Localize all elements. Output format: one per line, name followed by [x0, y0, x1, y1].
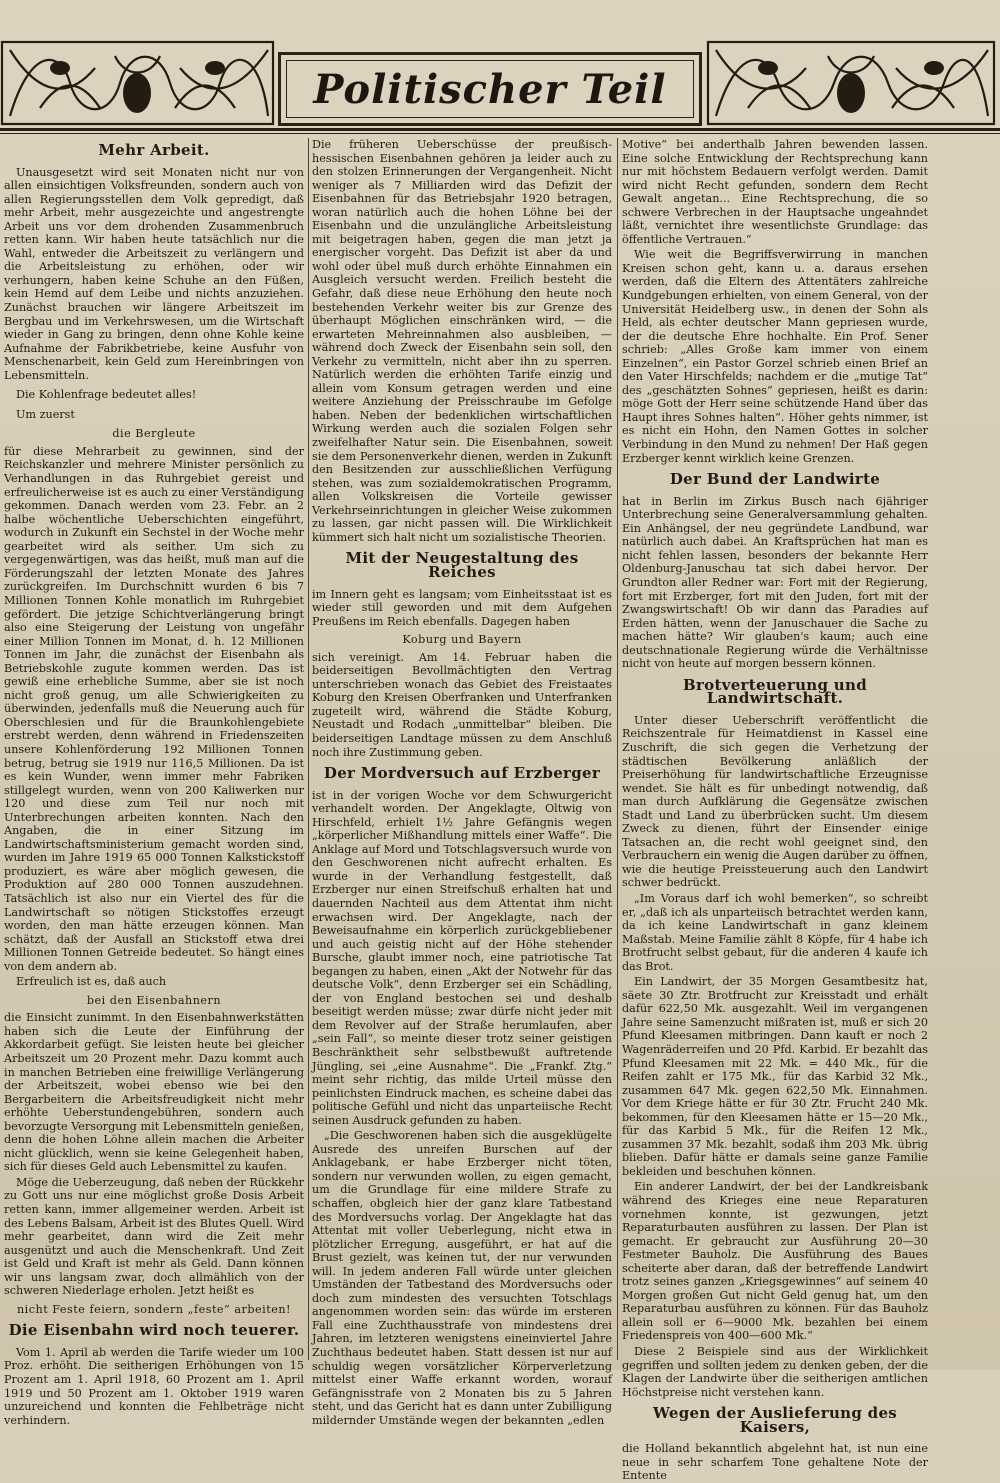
article-paragraph: im Innern geht es langsam; vom Einheitsstaat ist es wieder still geworden und mit dem Aufgehen Preußens im Reich ebenfalls. Dagegen haben — [312, 587, 612, 628]
article-subheading: die Bergleute — [112, 427, 196, 441]
article-paragraph: Wie weit die Begriffsverwirrung in manchen Kreisen schon geht, kann u. a. daraus ersehen werden, daß die Eltern des Attentäters zahlreiche Kundgebungen erhielten, von einem General, von der Universität Heidelberg usw., in denen der Sohn als Held, als echter deutscher Mann gepriesen wurde, der die deutsche Ehre hochhalte. Ein Prof. Sener schrieb: „Alles Große kam immer von einem Einzelnen“, ein Pastor Gorzel schrieb einen Brief an den Vater Hirschfelds; nachdem er die „mutige Tat“ des „geschätzten Sohnes“ gepriesen, heißt es darin: möge Gott der Herr seine schützende Hand über das Haupt ihres Sohnes halten“. Höher gehts nimmer, ist es nicht ein Hohn, den Namen Gottes in solcher Verbindung in den Mund zu nehmen! Der Haß gegen Erzberger kennt wirklich keine Grenzen. — [622, 248, 928, 465]
article-paragraph: hat in Berlin im Zirkus Busch nach 6jähriger Unterbrechung seine Generalversammlung gehalten. Ein Anhängsel, der neu gegründete Landbund, war natürlich auch dabei. An Kraftsprüchen hat man es nicht fehlen lassen, besonders der bekannte Herr Oldenburg-Januschau tat sich dabei hervor. Der Grundton aller Redner war: Fort mit der Regierung, fort mit Erzberger, fort mit den Juden, fort mit der Zwangswirtschaft! Ob wir dann das Paradies auf Erden hätten, wenn der Januschauer die Sache zu machen hätte? Wir glauben's kaum; auch eine deutschnationale Regierung würde die Verhältnisse nicht von heute auf morgen bessern können. — [622, 494, 928, 671]
article-paragraph: Die früheren Ueberschüsse der preußisch-hessischen Eisenbahnen gehören ja leider auch zu den stolzen Erinnerungen der Vergangenheit. Nicht weniger als 7 Milliarden wird das Defizit der Eisenbahnen für das Betriebsjahr 1920 betragen, woran natürlich auch die hohen Löhne bei der Eisenbahn und die unzulängliche Arbeitsleistung mit beigetragen haben, gegen die man jetzt ja energischer vorgeht. Das Defizit ist aber da und wohl oder übel muß durch erhöhte Einnahmen ein Ausgleich versucht werden. Freilich besteht die Gefahr, daß diese neue Erhöhung den heute noch bestehenden Verkehr weiter bis zur Grenze des überhaupt Möglichen einschränken wird, — die erwarteten Mehreinnahmen also ausbleiben, — während doch Zweck der Eisenbahn sein soll, den Verkehr zu vermitteln, nicht aber ihn zu sperren. Natürlich werden die erhöhten Tarife einzig und allein vom Konsum getragen werden und eine weitere Anziehung der Preisschraube im Gefolge haben. Neben der bedenklichen wirtschaftlichen Wirkung werden auch die sozialen Folgen sehr zweifelhafter Natur sein. Die Eisenbahnen, soweit sie dem Personenverkehr dienen, werden in Zukunft den Besitzenden zur ausschließlichen Verfügung stehen, was zum sozialdemokratischen Programm, allen Volkskreisen die Vorteile gewisser Verkehrseinrichtungen in gleicher Weise zukommen zu lassen, gar nicht passen will. Die Wirklichkeit kümmert sich halt nicht um sozialistische Theorien. — [312, 138, 612, 544]
article-paragraph: ist in der vorigen Woche vor dem Schwurgericht verhandelt worden. Der Angeklagte, Oltwig von Hirschfeld, erhielt 1½ Jahre Gefängnis wegen „körperlicher Mißhandlung mittels einer Waffe“. Die Anklage auf Mord und Totschlagsversuch wurde von den Geschworenen nicht aufrecht erhalten. Es wurde in der Verhandlung festgestellt, daß Erzberger nur einen Streifschuß erhalten hat und dauernden Nachteil aus dem Attentat ihm nicht erwachsen wird. Der Angeklagte, nach der Beweisaufnahme ein körperlich zurückgebliebener und auch geistig nicht auf der Höhe stehender Bursche, glaubt immer noch, eine patriotische Tat begangen zu haben, einen „Akt der Notwehr für das deutsche Volk“, denn Erzberger sei ein Schädling, der von England bestochen sei und deshalb beseitigt werden müsse; zwar dürfe nicht jeder mit dem Revolver auf der Straße herumlaufen, aber „sein Fall“, so meinte dieser trotz seiner geistigen Beschränktheit sehr selbstbewußt auftretende Jüngling, sei „eine Ausnahme“. Die „Frankf. Ztg.“ meint sehr richtig, das milde Urteil müsse den peinlichsten Eindruck machen, es scheine dabei das politische Gefühl und nicht das unparteiische Recht seinen Ausdruck gefunden zu haben. — [312, 788, 612, 1127]
article-paragraph: Unausgesetzt wird seit Monaten nicht nur von allen einsichtigen Volksfreunden, sondern auch von allen Regierungsstellen dem Volk gepredigt, daß mehr Arbeit, mehr ausgezeichte und angestrengte Arbeit uns vor dem drohenden Zusammenbruch retten kann. Wir haben heute tatsächlich nur die Wahl, entweder die Arbeitszeit zu verlängern und die Arbeitsleistung zu erhöhen, oder wir verhungern, haben keine Schuhe an den Füßen, kein Hemd auf dem Leibe und nichts anzuziehen. Zunächst brauchen wir längere Arbeitszeit im Bergbau und im Verkehrswesen, um die Wirtschaft wieder in Gang zu bringen, denn ohne Kohle keine Aufnahme der Fabrikbetriebe, keine Ausfuhr von Menschenarbeit, kein Geld zum Hereinbringen von Lebensmitteln. — [4, 165, 304, 382]
art-nouveau-ornament-right — [706, 38, 996, 128]
column-2 — [312, 138, 612, 1427]
article-emphasis: nicht Feste feiern, sondern „feste“ arbeiten! — [16, 1302, 292, 1316]
article-paragraph: „Die Geschworenen haben sich die ausgeklügelte Ausrede des unreifen Burschen auf der Anklagebank, er habe Erzberger nicht töten, sondern nur verwunden wollen, zu eigen gemacht, um die Grundlage für eine mildere Strafe zu schaffen, obgleich hier der ganz klare Tatbestand des Mordversuchs vorlag. Der Angeklagte hat das Attentat mit voller Ueberlegung, nicht etwa in plötzlicher Erregung, ausgeführt, er hat auf die Brust gezielt, was keinen tut, der nur verwunden will. In jedem anderen Fall würde unter gleichen Umständen der Tatbestand des Mordversuchs oder doch zum mindesten des versuchten Totschlags angenommen worden sein: das würde im ersteren Fall eine Zuchthausstrafe von mindestens drei Jahren, im letzteren wenigstens eineinviertel Jahre Zuchthaus bedeutet haben. Statt dessen ist nur auf schuldig wegen vorsätzlicher Körperverletzung mittelst einer Waffe erkannt worden, worauf Gefängnisstrafe von 2 Monaten bis zu 5 Jahren steht, und das Gericht hat es dann unter Zubilligung mildernder Umstände wegen der bekannten „edlen — [312, 1129, 612, 1427]
article-subheading: bei den Eisenbahnern — [86, 993, 222, 1007]
article-paragraph: sich vereinigt. Am 14. Februar haben die beiderseitigen Bevollmächtigten den Vertrag unterschrieben wonach das Gebiet des Freistaates Koburg den Kreisen Oberfranken und Unterfranken zugeteilt wird, während die Städte Koburg, Neustadt und Rodach „unmittelbar“ bleiben. Die beiderseitigen Landtage müssen zu dem Anschluß noch ihre Zustimmung geben. — [312, 650, 612, 759]
article-paragraph: Vom 1. April ab werden die Tarife wieder um 100 Proz. erhöht. Die seitherigen Erhöhungen von 15 Prozent am 1. April 1918, 60 Prozent am 1. April 1919 und 50 Prozent am 1. Oktober 1919 waren unzureichend und konnten die Fehlbeträge nicht verhindern. — [4, 1345, 304, 1427]
column-rule — [617, 138, 618, 1360]
article-heading: Die Eisenbahn wird noch teuerer. — [8, 1321, 300, 1340]
section-masthead — [0, 0, 1000, 150]
article-paragraph: Diese 2 Beispiele sind aus der Wirklichkeit gegriffen und sollten jedem zu denken geben, der die Klagen der Landwirte über die seitherigen amtlichen Höchstpreise nicht verstehen kann. — [622, 1345, 928, 1399]
section-title: Politischer Teil — [313, 65, 667, 113]
article-paragraph: Unter dieser Ueberschrift veröffentlicht die Reichszentrale für Heimatdienst in Kassel eine Zuschrift, die sich gegen die Verhetzung der städtischen Bevölkerung anläßlich der Preiserhöhung für landwirtschaftliche Erzeugnisse wendet. Sie hält es für unbedingt notwendig, daß man durch Aufklärung die Gegensätze zwischen Stadt und Land zu überbrücken sucht. Um diesem Zweck zu dienen, führt der Einsender einige Tatsachen an, die recht wohl geeignet sind, den Verbrauchern ein wenig die Augen darüber zu öffnen, wie die heutige Preissteuerung auch den Landwirt schwer bedrückt. — [622, 713, 929, 890]
article-heading: Mehr Arbeit. — [98, 141, 210, 159]
masthead-rule-thin — [0, 133, 1000, 134]
article-paragraph: Um zuerst — [16, 407, 75, 421]
column-1 — [4, 138, 304, 1427]
article-paragraph: für diese Mehrarbeit zu gewinnen, sind der Reichskanzler und mehrere Minister persönlich zu Verhandlungen in das Ruhrgebiet gereist und erfreulicherweise ist es auch zu einer Verständigung gekommen. Danach werden vom 23. Febr. an 2 halbe wöchentliche Ueberschichten eingeführt, wodurch in Zukunft ein Sechstel in der Woche mehr gearbeitet wird als seither. Um sich zu vergegenwärtigen, was das heißt, muß man auf die Förderungszahl der letzten Monate des Jahres zurückgreifen. Im Durchschnitt wurden 6 bis 7 Millionen Tonnen Kohle monatlich im Ruhrgebiet gefördert. Die jetzige Schichtverlängerung bringt also eine Steigerung der Leistung von ungefähr einer Million Tonnen im Monat, d. h. 12 Millionen Tonnen im Jahr, die zunächst der Eisenbahn als Betriebskohle zugute kommen werden. Das ist gewiß eine erhebliche Summe, aber sie ist noch nicht groß genug, um alle Schwierigkeiten zu überwinden, jedenfalls muß die Neuerung auch für Oberschlesien und für die Braunkohlengebiete erstrebt werden, denn während in Friedenszeiten unsere Kohlenförderung 192 Millionen Tonnen betrug, betrug sie 1919 nur 116,5 Millionen. Da ist es kein Wunder, wenn immer mehr Fabriken stillgelegt wurden, wenn von 200 Kaliwerken nur 120 und diese zum Teil nur noch mit Unterbrechungen arbeiten konnten. Nach den Angaben, die in einer Sitzung im Landwirtschaftsministerium gemacht worden sind, wurden im Jahre 1919 65 000 Tonnen Kalkstickstoff produziert, es wäre aber möglich gewesen, die Produktion auf 280 000 Tonnen auszudehnen. Tatsächlich ist also nur ein Viertel des für die Landwirtschaft so nötigen Stickstoffes erzeugt worden, den man hätte erzeugen können. Man schätzt, daß der Ausfall an Stickstoff etwa drei Millionen Tonnen Getreide bedeutet. So hängt eines von dem andern ab. — [4, 444, 304, 973]
masthead-rule — [0, 128, 1000, 131]
column-rule — [308, 138, 309, 1360]
art-nouveau-ornament-left — [0, 38, 275, 128]
article-paragraph: Möge die Ueberzeugung, daß neben der Rückkehr zu Gott uns nur eine möglichst große Dosis Arbeit retten kann, immer allgemeiner werden. Arbeit ist des Lebens Balsam, Arbeit ist des Blutes Quell. Wird mehr gearbeitet, dann wird die Zeit mehr ausgenützt und auch die Menschenkraft. Und Zeit ist Geld und Kraft ist mehr als Geld. Dann können wir uns langsam zwar, doch allmählich von der schweren Niederlage erholen. Jetzt heißt es — [4, 1175, 304, 1298]
section-title-frame — [278, 52, 702, 126]
article-paragraph: „Im Voraus darf ich wohl bemerken“, so schreibt er, „daß ich als unparteiisch betrachtet werden kann, da ich keine Landwirtschaft in ganz kleinem Maßstab. Meine Familie zählt 8 Köpfe, für 4 habe ich Brotfrucht selbst gebaut, für die anderen 4 kaufe ich das Brot. — [622, 891, 928, 973]
article-paragraph: die Holland bekanntlich abgelehnt hat, ist nun eine neue in sehr scharfem Tone gehaltene Note der Entente — [622, 1442, 928, 1483]
article-paragraph: Ein Landwirt, der 35 Morgen Gesamtbesitz hat, säete 30 Ztr. Brotfrucht zur Kreisstadt und erhält dafür 622,50 Mk. ausgezahlt. Weil im vergangenen Jahre seine Samenzucht mißraten ist, muß er sich 20 Pfund Kleesamen mitbringen. Dann kauft er noch 2 Wagenräderreifen und 20 Pfd. Karbid. Er bezahlt das Pfund Kleesamen mit 22 Mk. = 440 Mk., für die Reifen zahlt er 175 Mk., für das Karbid 32 Mk., zusammen 647 Mk. gegen 622,50 Mk. Einnahmen. Vor dem Kriege hätte er für 30 Ztr. Frucht 240 Mk. bekommen, für den Kleesamen hätte er 15—20 Mk., für das Karbid 5 Mk., für die Reifen 12 Mk., zusammen 37 Mk. bezahlt, sodaß ihm 203 Mk. übrig blieben. Dafür hätte er damals seine ganze Familie bekleiden und beschuhen können. — [622, 975, 928, 1178]
article-heading: Brotverteuerung und Landwirtschaft. — [682, 675, 868, 708]
column-3 — [622, 138, 929, 1483]
article-subheading: Koburg und Bayern — [402, 633, 522, 647]
article-heading: Mit der Neugestaltung des Reiches — [345, 549, 579, 581]
article-paragraph: Erfreulich ist es, daß auch — [16, 975, 167, 989]
article-paragraph: Motive“ bei anderthalb Jahren bewenden lassen. Eine solche Entwicklung der Rechtsprechung kann nur mit höchstem Bedauern verfolgt werden. Damit wird nicht Recht gefunden, sondern dem Recht Gewalt angetan... Eine Rechtsprechung, die so schwere Verbrechen in der Hauptsache ungeahndet läßt, vernichtet ihre wesentlichste Grundlage: das öffentliche Vertrauen.“ — [622, 138, 928, 246]
article-heading: Der Mordversuch auf Erzberger — [323, 764, 601, 783]
article-heading: Der Bund der Landwirte — [669, 470, 881, 489]
article-paragraph: die Einsicht zunimmt. In den Eisenbahnwerkstätten haben sich die Leute der Einführung der Akkordarbeit gefügt. Sie leisten heute bei gleicher Arbeitszeit um 20 Prozent mehr. Dazu kommt auch in manchen Betrieben eine freiwillige Verlängerung der Arbeitszeit, wobei ebenso wie bei den Bergarbeitern die Arbeitsfreudigkeit nicht mehr erhöhte Ueberstundengebühren, sondern auch bevorzugte Versorgung mit Lebensmitteln genießen, denn die hohen Löhne allein machen die Arbeiter nicht glücklich, wenn sie keine Gelegenheit haben, sich für dieses Geld auch Lebensmittel zu kaufen. — [4, 1011, 304, 1174]
article-heading: Wegen der Auslieferung des Kaisers, — [652, 1404, 898, 1436]
article-lead: Die Kohlenfrage bedeutet alles! — [16, 388, 197, 402]
article-paragraph: Ein anderer Landwirt, der bei der Landkreisbank während des Krieges eine neue Reparaturen vornehmen konnte, ist gezwungen, jetzt Reparaturbauten ausführen zu lassen. Der Plan ist gemacht. Er gebraucht zur Ausführung 20—30 Festmeter Bauholz. Die Ausführung des Baues scheiterte aber daran, daß der betreffende Landwirt trotz seines ganzen „Kriegsgewinnes“ auf seinem 40 Morgen großen Gut nicht Geld genug hat, um den Reparaturbau ausführen zu können. Für das Bauholz allein soll er 6—9000 Mk. bezahlen bei einem Friedenspreis von 400—600 Mk.“ — [622, 1180, 928, 1343]
